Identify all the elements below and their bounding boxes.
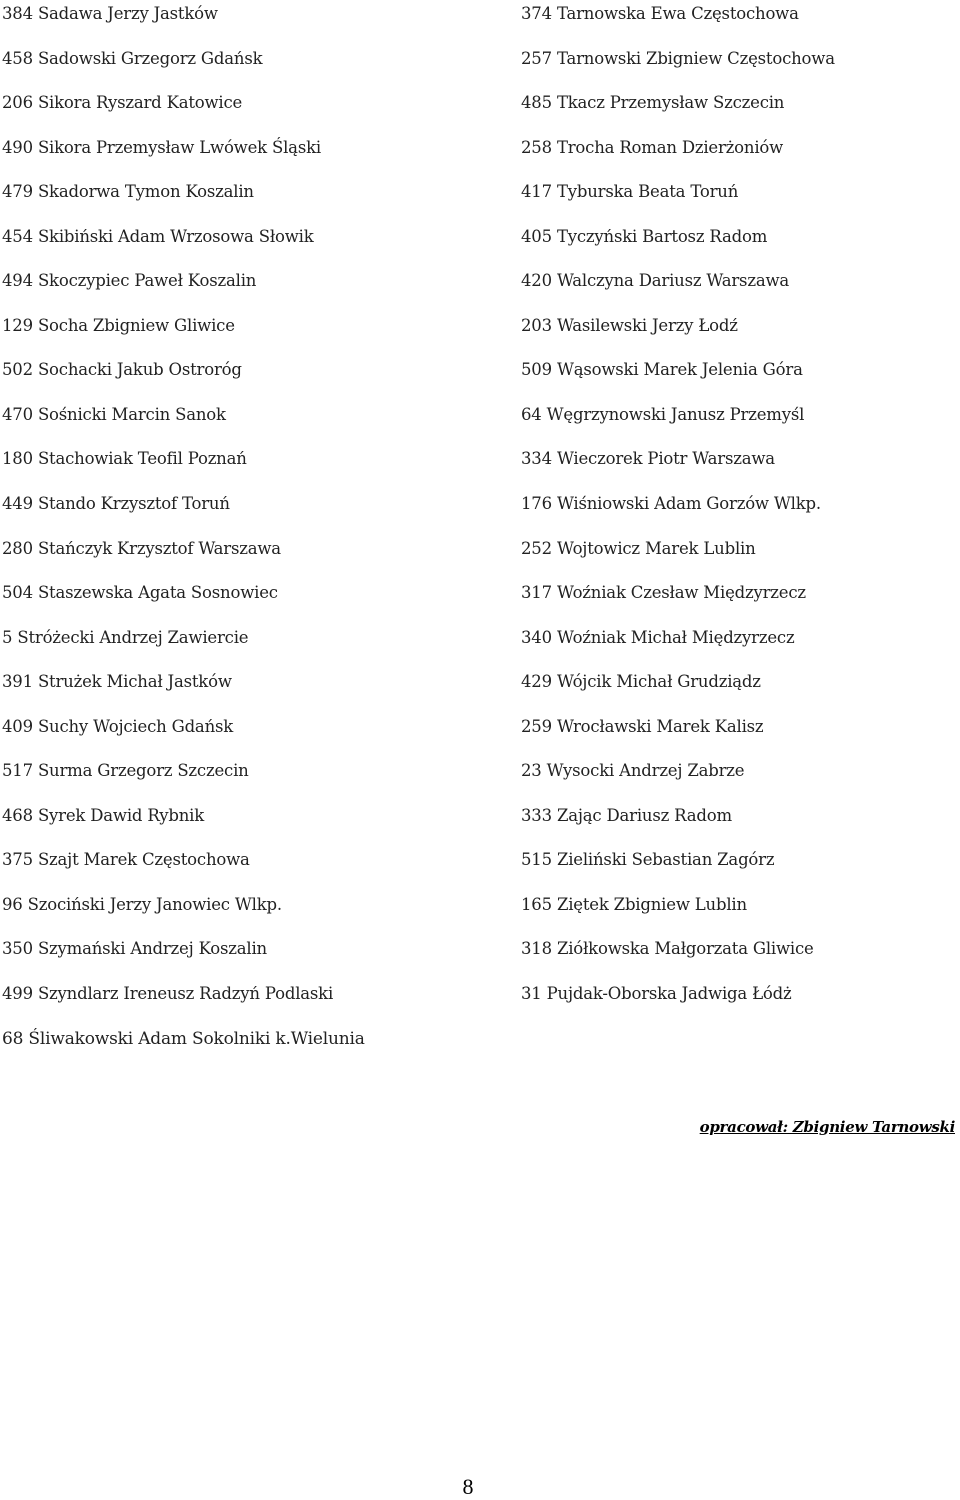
list-item: 504 Staszewska Agata Sosnowiec [2,583,278,603]
list-item: 64 Węgrzynowski Janusz Przemyśl [521,404,805,424]
list-item: 203 Wasilewski Jerzy Łodź [521,315,738,335]
list-item: 129 Socha Zbigniew Gliwice [2,315,235,335]
list-item: 334 Wieczorek Piotr Warszawa [521,449,775,469]
list-item: 165 Ziętek Zbigniew Lublin [521,894,747,914]
list-item: 468 Syrek Dawid Rybnik [2,805,205,825]
list-item: 375 Szajt Marek Częstochowa [2,850,250,870]
list-item: 429 Wójcik Michał Grudziądz [521,672,761,692]
list-item: 180 Stachowiak Teofil Poznań [2,449,247,469]
list-item: 96 Szociński Jerzy Janowiec Wlkp. [2,894,282,914]
list-item: 517 Surma Grzegorz Szczecin [2,761,249,781]
list-item: 490 Sikora Przemysław Lwówek Śląski [2,137,321,157]
list-item: 68 Śliwakowski Adam Sokolniki k.Wielunia [2,1028,365,1049]
list-item: 252 Wojtowicz Marek Lublin [521,538,756,558]
list-item: 509 Wąsowski Marek Jelenia Góra [521,360,803,380]
left-name-list [2,0,482,1069]
list-item: 420 Walczyna Dariusz Warszawa [521,271,790,291]
right-name-list [521,0,957,1025]
list-item: 350 Szymański Andrzej Koszalin [2,939,267,959]
list-item: 23 Wysocki Andrzej Zabrze [521,761,745,781]
list-item: 31 Pujdak-Oborska Jadwiga Łódż [521,984,792,1004]
page-number: 8 [462,1474,474,1499]
list-item: 259 Wrocławski Marek Kalisz [521,716,764,736]
list-item: 417 Tyburska Beata Toruń [521,182,739,202]
list-item: 499 Szyndlarz Ireneusz Radzyń Podlaski [2,984,334,1004]
list-item: 458 Sadowski Grzegorz Gdańsk [2,48,263,68]
list-item: 515 Zieliński Sebastian Zagórz [521,850,775,870]
list-item: 502 Sochacki Jakub Ostroróg [2,360,242,380]
list-item: 384 Sadawa Jerzy Jastków [2,4,218,23]
list-item: 494 Skoczypiec Paweł Koszalin [2,271,257,291]
list-item: 176 Wiśniowski Adam Gorzów Wlkp. [521,494,821,514]
list-item: 340 Woźniak Michał Międzyrzecz [521,627,795,647]
list-item: 470 Sośnicki Marcin Sanok [2,404,226,424]
list-item: 391 Strużek Michał Jastków [2,672,232,692]
list-item: 374 Tarnowska Ewa Częstochowa [521,4,799,23]
list-item: 206 Sikora Ryszard Katowice [2,93,243,113]
list-item: 258 Trocha Roman Dzierżoniów [521,137,784,157]
list-item: 409 Suchy Wojciech Gdańsk [2,716,234,736]
list-item: 485 Tkacz Przemysław Szczecin [521,93,785,113]
list-item: 317 Woźniak Czesław Międzyrzecz [521,583,806,603]
list-item: 333 Zając Dariusz Radom [521,805,732,825]
list-item: 454 Skibiński Adam Wrzosowa Słowik [2,226,314,246]
list-item: 449 Stando Krzysztof Toruń [2,494,230,514]
list-item: 5 Stróżecki Andrzej Zawiercie [2,627,249,647]
list-item: 405 Tyczyński Bartosz Radom [521,226,768,246]
list-item: 479 Skadorwa Tymon Koszalin [2,182,254,202]
author-signature: opracował: Zbigniew Tarnowski [699,1118,955,1136]
list-item: 318 Ziółkowska Małgorzata Gliwice [521,939,814,959]
list-item: 280 Stańczyk Krzysztof Warszawa [2,538,281,558]
list-item: 257 Tarnowski Zbigniew Częstochowa [521,48,835,68]
